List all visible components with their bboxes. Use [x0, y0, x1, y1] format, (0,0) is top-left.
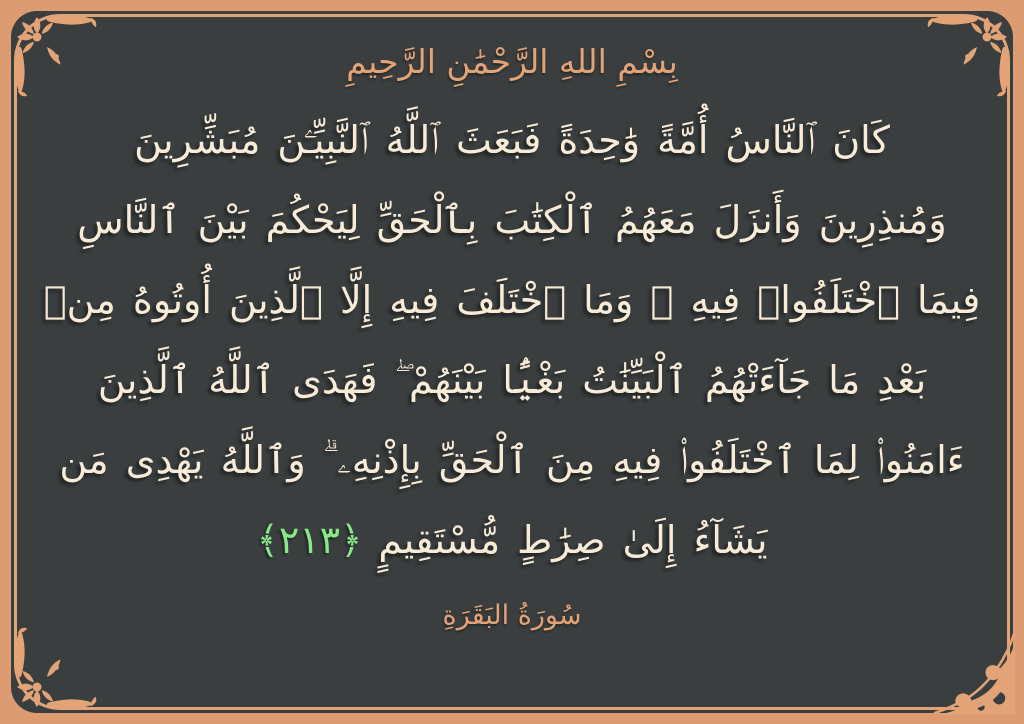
card-content — [30, 20, 994, 704]
verse-line-4: بَعْدِ مَا جَآءَتْهُمُ ٱلْبَيِّنَٰتُ بَغْيًۢا بَيْنَهُمْ ۖ فَهَدَى ٱللَّهُ ٱلَّذِينَ — [97, 358, 927, 403]
verse-text-block — [44, 100, 980, 580]
verse-line-3: فِيمَا ٱخْتَلَفُوا۟ فِيهِ ۚ وَمَا ٱخْتَلَفَ فِيهِ إِلَّا ٱلَّذِينَ أُوتُوهُ مِنۢ — [43, 278, 981, 323]
ayah-number-badge: ﴿٢١٣﴾ — [256, 518, 363, 563]
verse-line-6-text: يَشَآءُ إِلَىٰ صِرَٰطٍ مُّسْتَقِيمٍ — [378, 518, 768, 563]
verse-line-1: كَانَ ٱلنَّاسُ أُمَّةً وَٰحِدَةً فَبَعَثَ ٱللَّهُ ٱلنَّبِيِّـۧنَ مُبَشِّرِينَ — [134, 118, 890, 163]
bismillah-text: بِسْمِ اللهِ الرَّحْمَٰنِ الرَّحِيمِ — [346, 42, 678, 81]
verse-line-5: ءَامَنُوا۟ لِمَا ٱخْتَلَفُوا۟ فِيهِ مِنَ ٱلْحَقِّ بِإِذْنِهِۦ ۗ وَٱللَّهُ يَهْدِى مَن — [59, 438, 965, 483]
verse-line-2: وَمُنذِرِينَ وَأَنزَلَ مَعَهُمُ ٱلْكِتَٰبَ بِٱلْحَقِّ لِيَحْكُمَ بَيْنَ ٱلنَّاسِ — [77, 198, 947, 243]
surah-name: سُورَةُ البَقَرَةِ — [442, 600, 582, 632]
verse-line-6 — [44, 500, 980, 580]
